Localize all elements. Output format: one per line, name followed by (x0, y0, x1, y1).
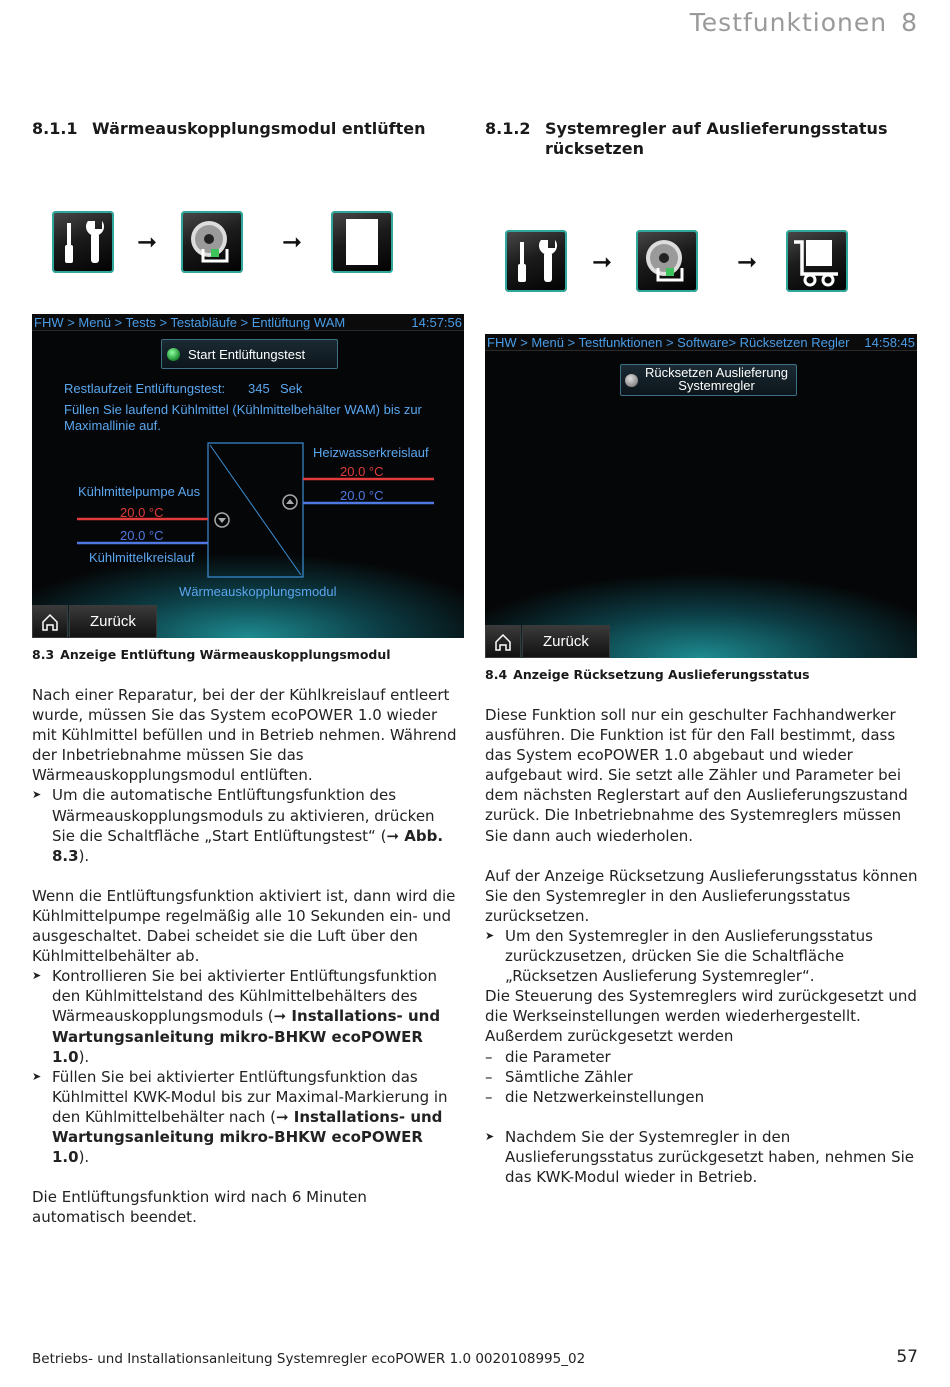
figure-caption-right (485, 667, 810, 682)
home-icon (33, 606, 67, 637)
section-title-left (32, 119, 426, 139)
module-label: Wärmeauskopplungsmodul (179, 584, 337, 599)
wrench-screwdriver-icon (505, 230, 567, 292)
coolant-flow-temperature: 20.0 °C (120, 505, 164, 520)
body-text-right (485, 705, 919, 1187)
section-heading: Wärmeauskopplungsmodul entlüften (92, 119, 426, 138)
footer-text: Betriebs- und Installationsanleitung Systemregler ecoPOWER 1.0 0020108995_02 (32, 1351, 586, 1367)
screen-breadcrumb: FHW > Menü > Testfunktionen > Software> Rücksetzen Regler (487, 335, 850, 350)
figure-caption-text: Anzeige Rücksetzung Auslieferungsstatus (513, 667, 810, 682)
heating-flow-temperature: 20.0 °C (340, 464, 384, 479)
screen-breadcrumb: FHW > Menü > Tests > Testabläufe > Entlüftung WAM (34, 315, 346, 330)
reset-button-label-line1: Rücksetzen Auslieferung (644, 365, 789, 380)
paragraph: Diese Funktion soll nur ein geschulter Fachhandwerker ausführen. Die Funktion ist für den Fall bestimmt, dass das System ecoPOWER 1.0 abgebaut und wieder aufgebaut wird. Sie setzt alle Zähler und Parameter bei dem nächsten Reglerstart auf den Auslieferungszustand zurück. Die Inbetriebnahme des Systemreglers müssen Sie dann auch wiederholen. (485, 706, 908, 845)
figure-caption-text: Anzeige Entlüftung Wärmeauskopplungsmodul (60, 647, 391, 662)
reset-button-label-line2: Systemregler (678, 378, 755, 393)
start-venting-test-label: Start Entlüftungstest (188, 347, 306, 362)
figure-number: 8.3 (32, 647, 55, 662)
home-button[interactable] (32, 605, 68, 638)
reset-factory-settings-button[interactable] (620, 364, 797, 396)
coolant-pump-status: Kühlmittelpumpe Aus (78, 484, 201, 499)
heating-circuit-label: Heizwasserkreislauf (313, 445, 429, 460)
chapter-number: 8 (901, 8, 918, 37)
home-icon (486, 626, 520, 657)
chapter-header (690, 8, 918, 37)
coolant-return-temperature: 20.0 °C (120, 528, 164, 543)
arrow-right-icon: ➞ (282, 228, 303, 256)
arrow-right-icon: ➞ (137, 228, 158, 256)
paragraph: Die Entlüftungsfunktion wird nach 6 Minuten automatisch beendet. (32, 1188, 367, 1227)
list-item: – die Netzwerkeinstellungen (485, 1087, 919, 1107)
remaining-time-value: 345 (248, 381, 270, 396)
back-button[interactable]: Zurück (522, 625, 610, 658)
section-heading-line2: rücksetzen (545, 139, 644, 158)
cross-reference[interactable]: ➞ Abb. 8.3 (52, 826, 444, 865)
list-item: – Sämtliche Zähler (485, 1067, 919, 1087)
disc-software-icon (181, 211, 243, 273)
instruction-step: ➤ Um den Systemregler in den Auslieferungsstatus zurückzusetzen, drücken Sie die Schaltfläche „Rücksetzen Auslieferung Systemregler“. (485, 926, 919, 986)
section-heading: Systemregler auf Auslieferungsstatus (545, 119, 888, 138)
figure-caption-left (32, 647, 391, 662)
list-item: – die Parameter (485, 1047, 919, 1067)
paragraph: Die Steuerung des Systemreglers wird zurückgesetzt und die Werkseinstellungen werden wiederhergestellt. Außerdem zurückgesetzt werden (485, 987, 917, 1046)
instruction-step: ➤ Nachdem Sie der Systemregler in den Auslieferungsstatus zurückgesetzt haben, nehmen Sie das KWK-Modul wieder in Betrieb. (485, 1127, 919, 1187)
body-text-left (32, 685, 462, 1227)
section-number: 8.1.1 (32, 119, 78, 138)
section-title-right (485, 119, 887, 159)
remaining-time-label: Restlaufzeit Entlüftungstest: (64, 381, 226, 396)
home-button[interactable] (485, 625, 521, 658)
paragraph: Nach einer Reparatur, bei der der Kühlkreislauf entleert wurde, müssen Sie das System ecoPOWER 1.0 wieder mit Kühlmittel befüllen und in Betrieb nehmen. Während der Inbetriebnahme müssen Sie das Wärmeauskopplungsmodul entlüften. (32, 686, 457, 785)
blank-page-icon (331, 211, 393, 273)
instruction-step: ➤ Kontrollieren Sie bei aktivierter Entlüftungsfunktion den Kühlmittelstand des Kühlmittelbehälters des Wärmeauskopplungsmoduls (➞ Installations- und Wartungsanleitung mikro-BHKW ecoPOWER 1.0). (32, 966, 462, 1066)
cross-reference[interactable]: ➞ Installations- und Wartungsanleitung mikro-BHKW ecoPOWER 1.0 (52, 1007, 441, 1066)
remaining-time-unit: Sek (280, 381, 303, 396)
arrow-right-icon: ➞ (592, 248, 613, 276)
instruction-step: ➤ Füllen Sie bei aktivierter Entlüftungsfunktion das Kühlmittel KWK-Modul bis zur Maximal-Markierung in den Kühlmittelbehälter nach (➞ Installations- und Wartungsanleitung mikro-BHKW ecoPOWER 1.0). (32, 1067, 462, 1167)
display-screen-reset (485, 334, 917, 658)
screen-clock: 14:58:45 (864, 335, 915, 350)
section-number: 8.1.2 (485, 119, 531, 138)
chapter-title: Testfunktionen (689, 8, 888, 37)
coolant-circuit-label: Kühlmittelkreislauf (89, 550, 195, 565)
cart-delivery-icon (786, 230, 848, 292)
disc-software-icon (636, 230, 698, 292)
fill-instruction: Füllen Sie laufend Kühlmittel (Kühlmittelbehälter WAM) bis zur Maximallinie auf. (64, 402, 422, 433)
cross-reference[interactable]: ➞ Installations- und Wartungsanleitung mikro-BHKW ecoPOWER 1.0 (52, 1107, 443, 1167)
back-button[interactable]: Zurück (69, 605, 157, 638)
screen-clock: 14:57:56 (411, 315, 462, 330)
paragraph: Wenn die Entlüftungsfunktion aktiviert ist, dann wird die Kühlmittelpumpe regelmäßig alle 10 Sekunden ein- und ausgeschaltet. Dabei scheidet sie die Luft über den Kühlmittelbehälter ab. (32, 886, 456, 966)
paragraph: Auf der Anzeige Rücksetzung Auslieferungsstatus können Sie den Systemregler in den Auslieferungsstatus zurücksetzen. (485, 866, 918, 925)
figure-number: 8.4 (485, 667, 508, 682)
page-number: 57 (896, 1347, 918, 1367)
status-led-icon (625, 374, 638, 387)
heating-return-temperature: 20.0 °C (340, 488, 384, 503)
arrow-right-icon: ➞ (737, 248, 758, 276)
instruction-step: ➤ Um die automatische Entlüftungsfunktion des Wärmeauskopplungsmoduls zu aktivieren, drücken Sie die Schaltfläche „Start Entlüftungstest“ (➞ Abb. 8.3). (32, 785, 462, 865)
wrench-screwdriver-icon (52, 211, 114, 273)
display-screen-venting (32, 314, 464, 638)
screen-breadcrumb-bar (485, 334, 917, 351)
